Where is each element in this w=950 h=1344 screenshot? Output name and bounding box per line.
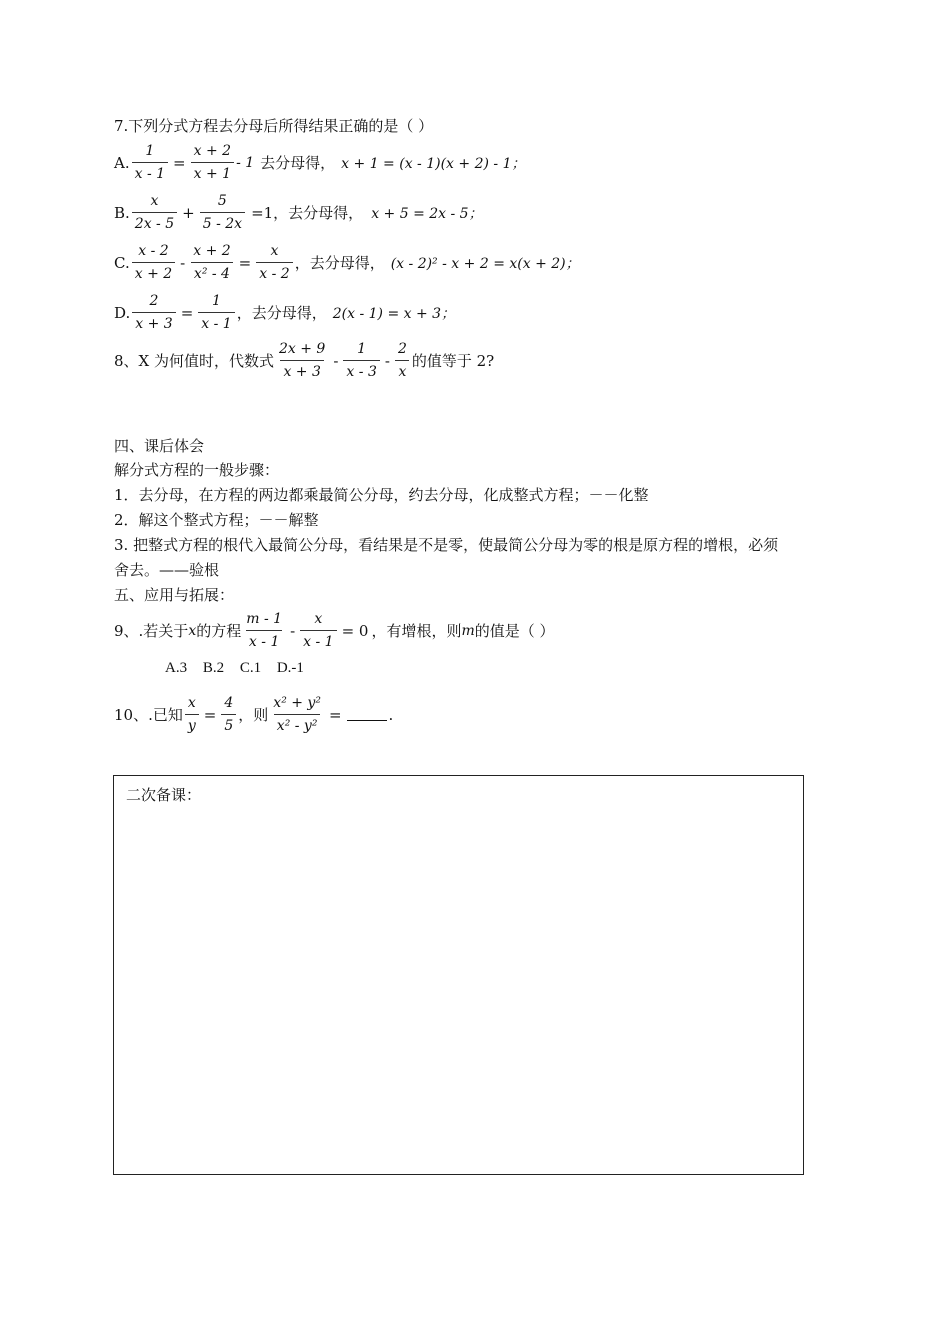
operator: - bbox=[290, 621, 296, 640]
denominator: x bbox=[395, 360, 409, 381]
denominator: x - 1 bbox=[132, 162, 168, 183]
fraction bbox=[198, 292, 234, 333]
fraction bbox=[132, 192, 177, 233]
numerator: x bbox=[314, 611, 323, 627]
q8 bbox=[114, 340, 494, 381]
operator: = bbox=[173, 153, 186, 172]
fraction bbox=[270, 694, 324, 735]
option-label: B. bbox=[114, 203, 130, 222]
step-3-cont: 舍去。——验根 bbox=[114, 561, 220, 579]
step-1: 1．去分母，在方程的两边都乘最简公分母，约去分母，化成整式方程；－－化整 bbox=[114, 486, 649, 504]
numerator: 2 bbox=[149, 293, 159, 309]
denominator: x² - 4 bbox=[191, 262, 233, 283]
fraction bbox=[132, 242, 175, 283]
box-label: 二次备课： bbox=[126, 786, 202, 804]
numerator: x² + y² bbox=[273, 695, 321, 711]
numerator: m - 1 bbox=[246, 611, 283, 627]
step-2: 2．解这个整式方程；－－解整 bbox=[114, 511, 319, 529]
second-lesson-prep-box bbox=[113, 775, 804, 1175]
denominator: x + 3 bbox=[280, 360, 323, 381]
option-label: A. bbox=[114, 153, 130, 172]
fraction bbox=[132, 292, 175, 333]
section-subtitle: 解分式方程的一般步骤： bbox=[114, 461, 280, 479]
answer-blank[interactable] bbox=[347, 708, 387, 721]
text: 去分母得， bbox=[260, 154, 336, 172]
operator: - bbox=[333, 351, 339, 370]
section-title: 四、课后体会 bbox=[114, 437, 205, 455]
q9 bbox=[114, 610, 555, 651]
q7-stem: 7.下列分式方程去分母后所得结果正确的是（ ） bbox=[114, 117, 434, 135]
denominator: x + 3 bbox=[132, 312, 175, 333]
denominator: 2x - 5 bbox=[132, 212, 177, 233]
fraction bbox=[190, 242, 233, 283]
numerator: x + 2 bbox=[193, 243, 231, 259]
fraction bbox=[221, 694, 236, 735]
expression: - 1 bbox=[236, 154, 255, 171]
result: 2(x - 1) = x + 3； bbox=[332, 305, 456, 322]
numerator: 5 bbox=[217, 193, 227, 209]
operator: = bbox=[180, 303, 194, 322]
q9-prefix: 9、.若关于 bbox=[114, 622, 189, 640]
numerator: x bbox=[187, 695, 196, 711]
denominator: x - 3 bbox=[343, 360, 379, 381]
numerator: x + 2 bbox=[193, 143, 232, 159]
text: ，去分母得， bbox=[294, 254, 385, 272]
fraction bbox=[395, 340, 410, 381]
numerator: 2x + 9 bbox=[279, 341, 326, 357]
fraction bbox=[132, 142, 168, 183]
numerator: 1 bbox=[212, 293, 221, 309]
fraction bbox=[200, 192, 245, 233]
numerator: x bbox=[150, 193, 159, 209]
denominator: x - 1 bbox=[198, 312, 234, 333]
q7-option-c bbox=[114, 242, 580, 283]
fraction bbox=[256, 242, 292, 283]
operator: - bbox=[384, 351, 390, 370]
step-3: 3. 把整式方程的根代入最简公分母，看结果是不是零，使最简公分母为零的根是原方程的增根，必须 bbox=[114, 536, 779, 554]
text: 的方程 bbox=[196, 622, 242, 640]
denominator: x - 1 bbox=[246, 630, 282, 651]
operator: = bbox=[238, 253, 252, 272]
text: ，去分母得， bbox=[236, 304, 327, 322]
denominator: x² - y² bbox=[274, 714, 321, 735]
text: . bbox=[388, 705, 394, 724]
fraction bbox=[343, 340, 379, 381]
numerator: x bbox=[270, 243, 279, 259]
numerator: x - 2 bbox=[138, 243, 169, 259]
text: =1，去分母得， bbox=[251, 204, 364, 222]
q10-prefix: 10、.已知 bbox=[114, 706, 183, 724]
result: (x - 2)² - x + 2 = x(x + 2)； bbox=[390, 255, 580, 272]
operator: + bbox=[182, 203, 195, 222]
fraction bbox=[243, 610, 285, 651]
operator: - bbox=[180, 253, 186, 272]
q9-choices: A.3 B.2 C.1 D.-1 bbox=[165, 660, 304, 676]
numerator: 1 bbox=[145, 143, 155, 159]
fraction bbox=[191, 142, 234, 183]
operator: = 0 bbox=[341, 621, 369, 640]
operator: = bbox=[328, 705, 342, 724]
numerator: 2 bbox=[397, 341, 407, 357]
fraction bbox=[276, 340, 328, 381]
q10 bbox=[114, 694, 393, 735]
variable: m bbox=[461, 622, 475, 639]
numerator: 1 bbox=[357, 341, 367, 357]
result: x + 5 = 2x - 5； bbox=[371, 205, 483, 222]
section-title: 五、应用与拓展： bbox=[114, 586, 235, 604]
fraction bbox=[300, 610, 336, 651]
q8-prefix: 8、X 为何值时，代数式 bbox=[114, 352, 274, 370]
text: ，则 bbox=[238, 706, 269, 724]
fraction bbox=[185, 694, 199, 735]
variable: x bbox=[188, 622, 197, 639]
denominator: x - 2 bbox=[256, 262, 292, 283]
option-label: D. bbox=[114, 303, 131, 322]
denominator: x + 1 bbox=[191, 162, 234, 183]
q8-suffix: 的值等于 2? bbox=[411, 352, 495, 370]
denominator: x - 1 bbox=[300, 630, 336, 651]
q7-option-b bbox=[114, 192, 483, 233]
numerator: 4 bbox=[224, 695, 234, 711]
option-label: C. bbox=[114, 253, 130, 272]
q7-option-d bbox=[114, 292, 455, 333]
q9-suffix: 的值是（ ） bbox=[474, 622, 555, 640]
denominator: x + 2 bbox=[132, 262, 175, 283]
denominator: 5 bbox=[221, 714, 236, 735]
result: x + 1 = (x - 1)(x + 2) - 1； bbox=[341, 155, 526, 172]
text: ，有增根，则 bbox=[371, 622, 462, 640]
denominator: 5 - 2x bbox=[200, 212, 245, 233]
denominator: y bbox=[185, 714, 199, 735]
q7-option-a bbox=[114, 142, 526, 183]
operator: = bbox=[203, 705, 217, 724]
